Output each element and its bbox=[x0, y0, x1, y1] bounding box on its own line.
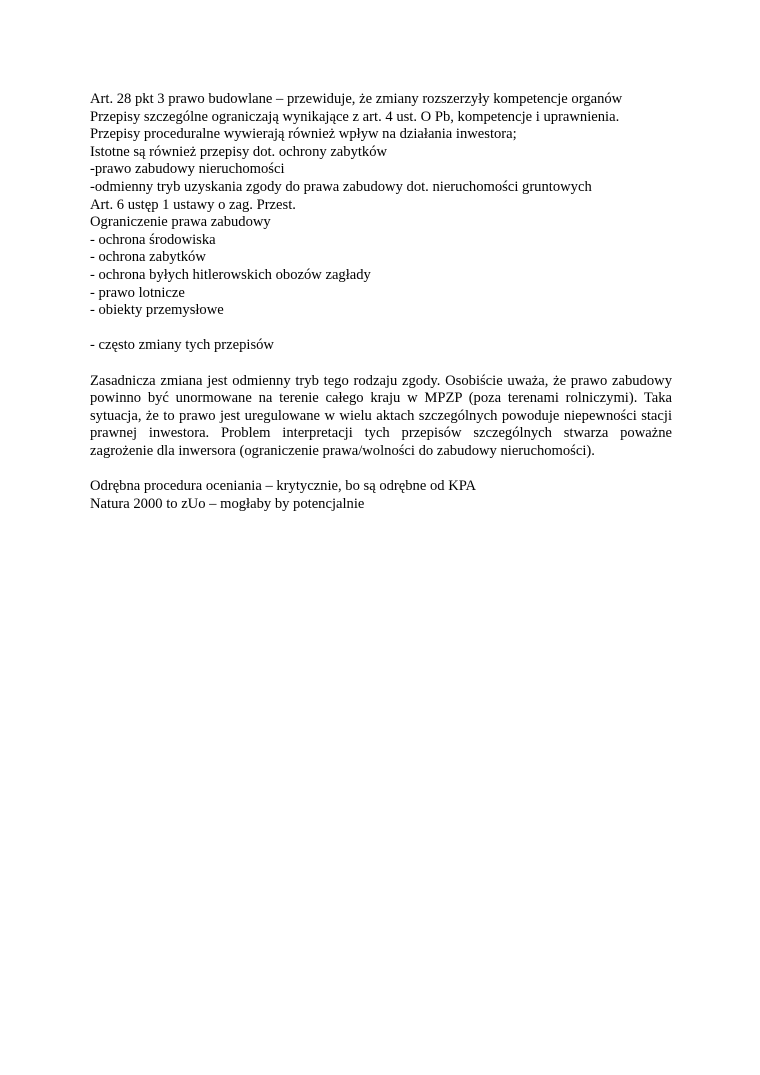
blank-line bbox=[90, 320, 672, 338]
section-heading: Ograniczenie prawa zabudowy bbox=[90, 214, 271, 231]
list-item: - często zmiany tych przepisów bbox=[90, 337, 274, 354]
body-paragraph: Zasadnicza zmiana jest odmienny tryb tego rodzaju zgody. Osobiście uważa, że prawo zabudowy powinno być unormowane na terenie całego kraju w MPZP (poza terenami rolniczymi). Taka sytuacja, że to prawo jest uregulowane w wielu aktach szczególnych powoduje niepewności stacji prawnej inwestora. Problem interpretacji tych przepisów szczególnych stwarza poważne zagrożenie dla inwersora (ograniczenie prawa/wolności do zabudowy nieruchomości). bbox=[90, 372, 672, 459]
text-line: Przepisy proceduralne wywierają również wpływ na działania inwestora; bbox=[90, 126, 517, 143]
list-item: - ochrona zabytków bbox=[90, 249, 206, 266]
list-item: - ochrona środowiska bbox=[90, 231, 216, 248]
text-line: Natura 2000 to zUo – mogłaby by potencjalnie bbox=[90, 495, 365, 512]
list-item: -odmienny tryb uzyskania zgody do prawa zabudowy dot. nieruchomości gruntowych bbox=[90, 178, 592, 195]
text-line: Przepisy szczególne ograniczają wynikające z art. 4 ust. O Pb, kompetencje i uprawnienia. bbox=[90, 108, 620, 125]
text-line: Art. 6 ustęp 1 ustawy o zag. Przest. bbox=[90, 196, 296, 213]
list-item: -prawo zabudowy nieruchomości bbox=[90, 161, 285, 178]
document-body bbox=[90, 91, 672, 513]
blank-line bbox=[90, 355, 672, 373]
text-line: Istotne są również przepisy dot. ochrony zabytków bbox=[90, 143, 388, 160]
list-item: - ochrona byłych hitlerowskich obozów zagłady bbox=[90, 266, 371, 283]
blank-line bbox=[90, 460, 672, 478]
list-item: - prawo lotnicze bbox=[90, 284, 185, 301]
list-item: - obiekty przemysłowe bbox=[90, 302, 224, 319]
text-line: Art. 28 pkt 3 prawo budowlane – przewiduje, że zmiany rozszerzyły kompetencje organów bbox=[90, 91, 623, 107]
text-line: Odrębna procedura oceniania – krytycznie, bo są odrębne od KPA bbox=[90, 478, 477, 495]
